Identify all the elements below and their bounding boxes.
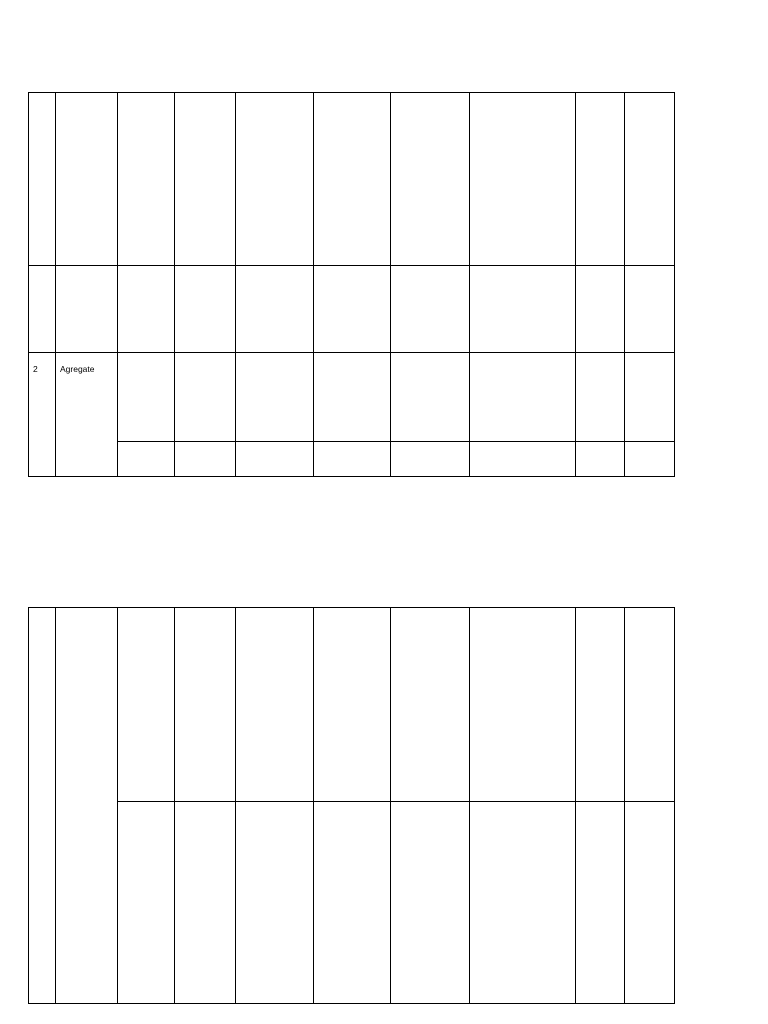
quality-control-table-top bbox=[28, 92, 675, 477]
row-nr: 2 bbox=[33, 364, 38, 374]
quality-control-table-continuation bbox=[28, 607, 675, 1004]
empty-cell bbox=[29, 608, 55, 1003]
table-row bbox=[29, 802, 675, 1004]
row-produs: Agregate bbox=[60, 364, 95, 374]
table-row bbox=[29, 353, 675, 442]
table-row bbox=[29, 266, 675, 353]
header-row bbox=[29, 93, 675, 266]
table-row bbox=[29, 608, 675, 802]
table-row bbox=[29, 441, 675, 476]
empty-cell bbox=[56, 608, 117, 1003]
